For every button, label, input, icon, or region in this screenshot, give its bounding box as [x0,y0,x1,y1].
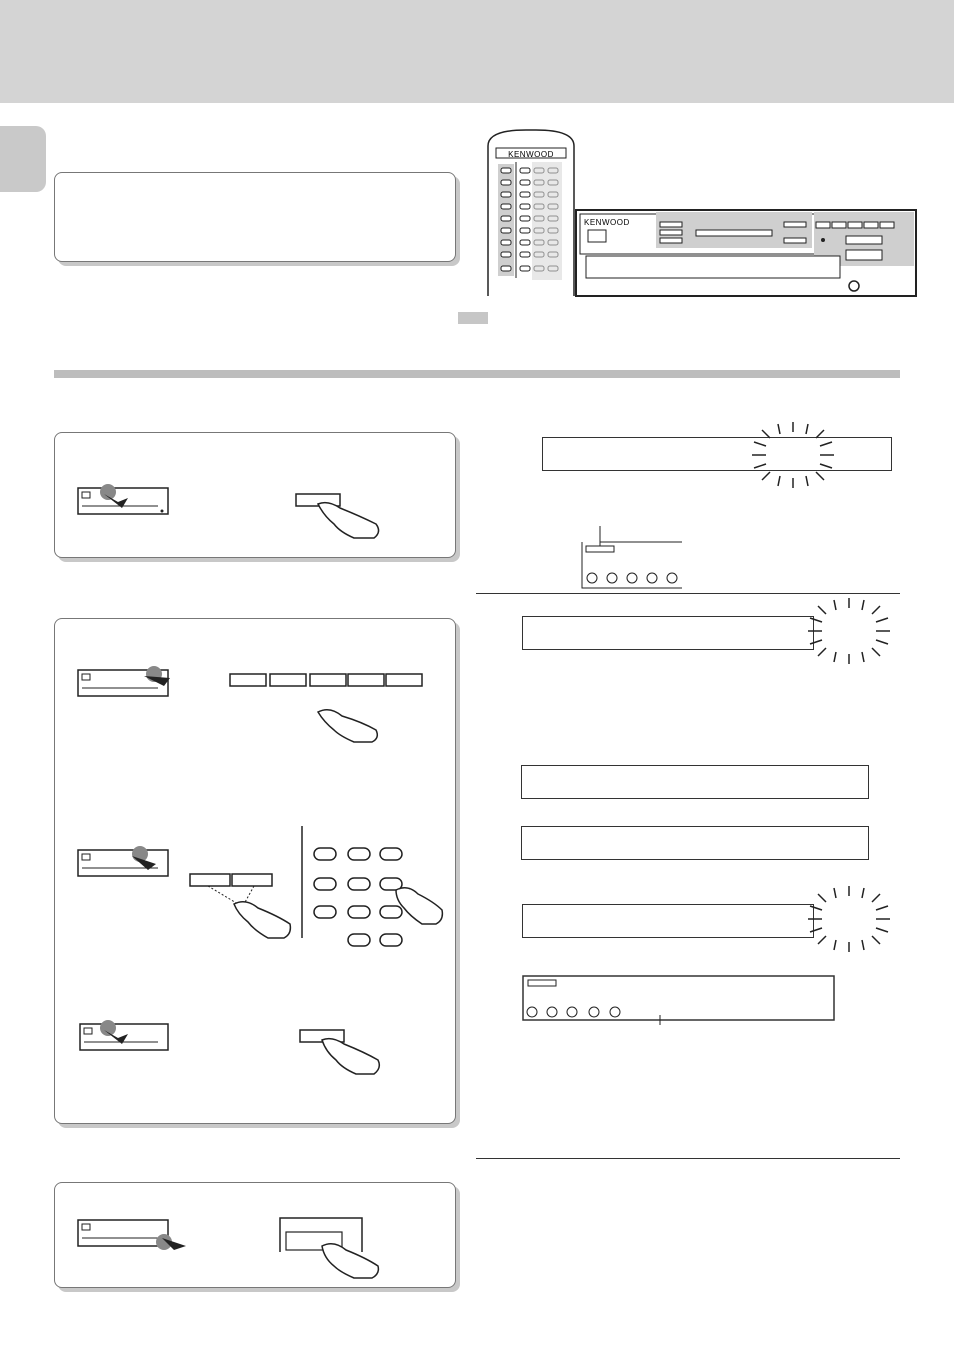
display-5 [522,904,814,938]
panel-3-illustration [78,1212,398,1278]
hand-press-icon [322,1039,379,1074]
note-chip [458,312,488,324]
header-band [0,0,954,103]
hand-press-icon [234,902,290,938]
cd-player-icon [576,210,916,296]
display-2 [522,616,814,650]
display-4 [521,826,869,860]
display-3 [521,765,869,799]
unit-logo: KENWOOD [584,218,630,227]
flashing-indicator-icon [804,884,894,954]
panel-2-illustration-c [78,1016,418,1076]
remote-logo: KENWOOD [508,150,554,159]
panel-1-illustration [78,480,418,540]
section-rule [54,370,900,378]
track-display [522,975,836,1027]
divider-1 [476,593,900,594]
panel-2-illustration-b [78,824,448,940]
divider-2 [476,1158,900,1159]
panel-2-illustration-a [78,660,428,742]
hand-press-icon [318,710,377,742]
remote-control-icon [488,130,574,296]
device-illustration [486,126,918,298]
hand-press-icon [396,888,442,924]
intro-panel [54,172,456,262]
hand-press-icon [318,503,379,538]
display-1 [542,437,892,471]
flashing-indicator-icon [804,596,894,666]
flashing-indicator-icon [748,420,838,490]
cd-player-icon [78,484,168,514]
side-tab [0,126,46,192]
hand-press-icon [322,1244,378,1278]
small-display-1 [580,526,690,590]
